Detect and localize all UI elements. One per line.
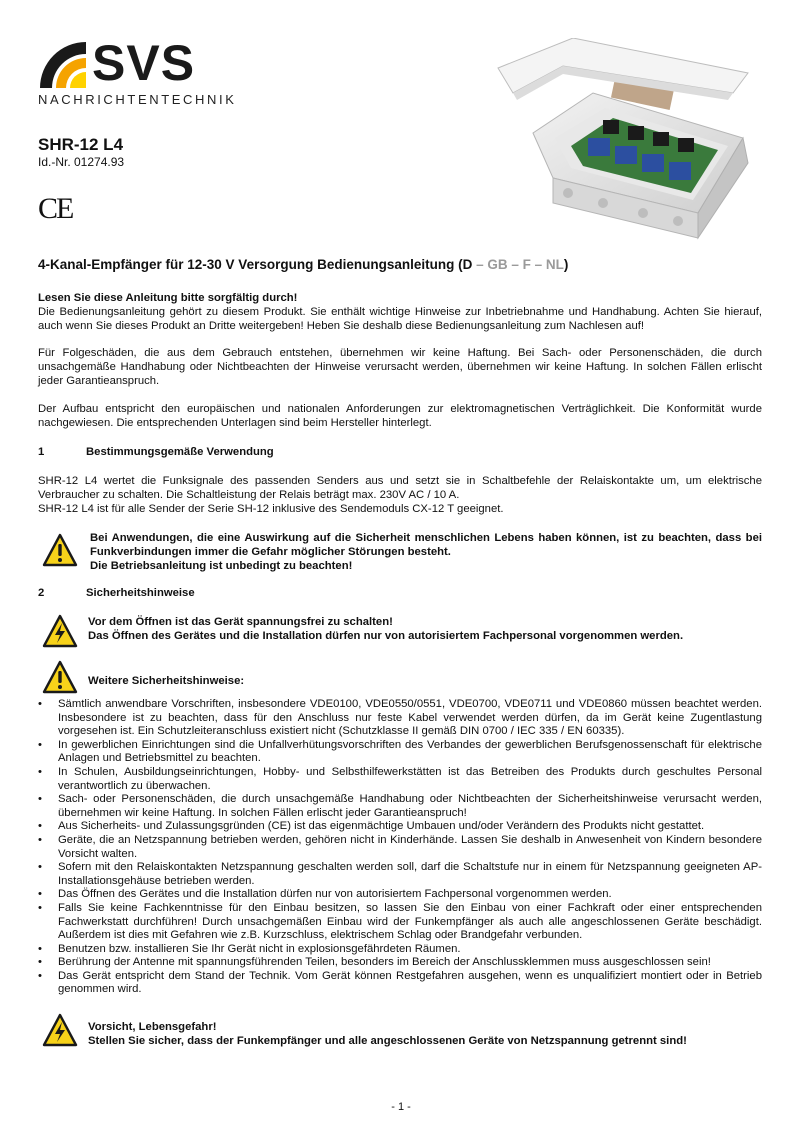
list-item: • Das Gerät entspricht dem Stand der Technik. Vom Gerät können Restgefahren ausgehen, wenn es unqualifiziert montiert oder in Betrieb genommen wird.	[38, 970, 762, 997]
list-item: • Berührung der Antenne mit spannungsführenden Teilen, besonders im Bereich der Anschlussklemmen muss ausgeschlossen sein!	[38, 956, 762, 970]
section-2-heading	[38, 587, 195, 599]
safety-bullet-list	[38, 698, 762, 997]
intro-paragraph-3: Der Aufbau entspricht den europäischen und nationalen Anforderungen zur elektromagnetischen Verträglichkeit. Die Konformität wurde nachgewiesen. Die entsprechenden Unterlagen sind beim Hersteller hinterlegt.	[38, 403, 762, 429]
intro-paragraph-2: Für Folgeschäden, die aus dem Gebrauch entstehen, übernehmen wir keine Haftung. Bei Sach- oder Personenschäden, die durch unsachgemäße Handhabung oder Nichtbeachten der Hinweise verursacht werden, übernehmen wir keine Haftung. In solchen Fällen erlischt jeder Garantieanspruch.	[38, 347, 762, 387]
device-image	[493, 38, 763, 243]
list-item: • Sämtlich anwendbare Vorschriften, insbesondere VDE0100, VDE0550/0551, VDE0700, VDE0711 und VDE0860 müssen beachtet werden. Insbesondere ist zu beachten, dass für den Anschluss nur feste Kabel verwendet werden dürfen, da im Gerät keine Zugentlastung vorgesehen ist. Ein Schutzleiteranschluss existiert nicht (Schutzklasse II gemäß DIN 0700 / IEC 335 / EN 60335).	[38, 698, 762, 739]
ce-mark: CE	[38, 192, 73, 225]
section-1-warning-line-1: Bei Anwendungen, die eine Auswirkung auf die Sicherheit menschlichen Lebens haben können, ist zu beachten, dass bei Funkverbindungen immer die Gefahr möglicher Störungen besteht.	[90, 532, 762, 558]
section-2-warning-1-line-2: Das Öffnen des Gerätes und die Installation dürfen nur von autorisiertem Fachpersonal vorgenommen werden.	[88, 630, 684, 642]
danger-warning-line-2: Stellen Sie sicher, dass der Funkempfänger und alle angeschlossenen Geräte von Netzspannung getrennt sind!	[88, 1035, 687, 1047]
warning-exclamation-icon-2	[42, 660, 78, 694]
list-item: • Falls Sie keine Fachkenntnisse für den Einbau besitzen, so lassen Sie den Einbau von einer Fachkraft oder einer entsprechenden Fachwerkstatt durchführen! Durch unsachgemäßen Einbau wird der Funkempfänger als auch alle angeschlossenen Geräte beschädigt. Außerdem ist dies mit Gefahren wie z.B. Kurzschluss, elektrischem Schlag oder Brandgefahr verbunden.	[38, 902, 762, 943]
section-2-warning-1-line-1: Vor dem Öffnen ist das Gerät spannungsfrei zu schalten!	[88, 616, 393, 628]
section-1-warning-line-2: Die Betriebsanleitung ist unbedingt zu beachten!	[90, 560, 353, 572]
list-item: • In gewerblichen Einrichtungen sind die Unfallverhütungsvorschriften des Verbandes der gewerblichen Berufsgenossenschaft für elektrische Anlagen und Betriebsmittel zu beachten.	[38, 739, 762, 766]
section-1-heading	[38, 446, 274, 458]
danger-warning-line-1: Vorsicht, Lebensgefahr!	[88, 1021, 217, 1033]
section-1-warning	[90, 531, 762, 573]
list-item: • Sofern mit den Relaiskontakten Netzspannung geschalten werden soll, darf die Schaltstufe nur in einem für Netzspannung geeigneten AP-Installationsgehäuse betrieben werden.	[38, 861, 762, 888]
section-1-number: 1	[38, 446, 45, 458]
section-1-paragraph-1: SHR-12 L4 wertet die Funksignale des passenden Senders aus und setzt sie in Schaltbefehle der Relaiskontakte um, um elektrische Verbraucher zu schalten. Die Schaltleistung der Relais beträgt max. 230V AC / 10 A.	[38, 475, 762, 501]
logo-name: SVS	[92, 35, 196, 91]
intro-heading: Lesen Sie diese Anleitung bitte sorgfältig durch!	[38, 292, 298, 304]
title-lang-rest: – GB – F – NL	[472, 257, 564, 272]
list-item: • Sach- oder Personenschäden, die durch unsachgemäße Handhabung oder Nichtbeachten der Sicherheitshinweise verursacht werden, übernehmen wir keine Haftung. In solchen Fällen erlischt jeder Garantieanspruch!	[38, 793, 762, 820]
section-2-warning-1	[88, 615, 760, 643]
section-2-title: Sicherheitshinweise	[86, 587, 195, 599]
high-voltage-icon	[42, 614, 78, 648]
title-main: 4-Kanal-Empfänger für 12-30 V Versorgung Bedienungsanleitung (	[38, 257, 463, 272]
list-item: • Das Öffnen des Gerätes und die Installation dürfen nur von autorisiertem Fachpersonal vorgenommen werden.	[38, 888, 762, 902]
product-id: Id.-Nr. 01274.93	[38, 155, 125, 169]
logo-arcs	[38, 40, 94, 90]
warning-exclamation-icon	[42, 533, 78, 567]
product-model: SHR-12 L4	[38, 135, 124, 154]
title-close: )	[563, 257, 569, 272]
title-lang-d: D	[462, 257, 473, 272]
document-title	[38, 257, 568, 272]
intro-paragraph-1: Die Bedienungsanleitung gehört zu diesem Produkt. Sie enthält wichtige Hinweise zur Inbetriebnahme und Handhabung. Achten Sie hierauf, auch wenn Sie dieses Produkt an Dritte weitergeben! Heben Sie deshalb diese Bedienungsanleitung zum Nachlesen auf!	[38, 306, 762, 332]
page-number: - 1 -	[391, 1101, 411, 1113]
section-2-number: 2	[38, 587, 45, 599]
list-item: • Benutzen bzw. installieren Sie Ihr Gerät nicht in explosionsgefährdeten Räumen.	[38, 943, 762, 957]
section-1-paragraph-2: SHR-12 L4 ist für alle Sender der Serie SH-12 inklusive des Sendemoduls CX-12 T geeignet.	[38, 503, 504, 515]
logo-subtitle: NACHRICHTENTECHNIK	[38, 92, 237, 107]
list-item: • Geräte, die an Netzspannung betrieben werden, gehören nicht in Kinderhände. Lassen Sie deshalb in Anwesenheit von Kindern besondere Vorsicht walten.	[38, 834, 762, 861]
section-1-title: Bestimmungsgemäße Verwendung	[86, 446, 274, 458]
danger-warning	[88, 1020, 760, 1048]
list-item: • Aus Sicherheits- und Zulassungsgründen (CE) ist das eigenmächtige Umbauen und/oder Verändern des Produkts nicht gestattet.	[38, 820, 762, 834]
high-voltage-icon-2	[42, 1013, 78, 1047]
section-2-further-title: Weitere Sicherheitshinweise:	[88, 675, 245, 687]
list-item: • In Schulen, Ausbildungseinrichtungen, Hobby- und Selbsthilfewerkstätten ist das Betreiben des Produkts durch geschultes Personal verantwortlich zu überwachen.	[38, 766, 762, 793]
